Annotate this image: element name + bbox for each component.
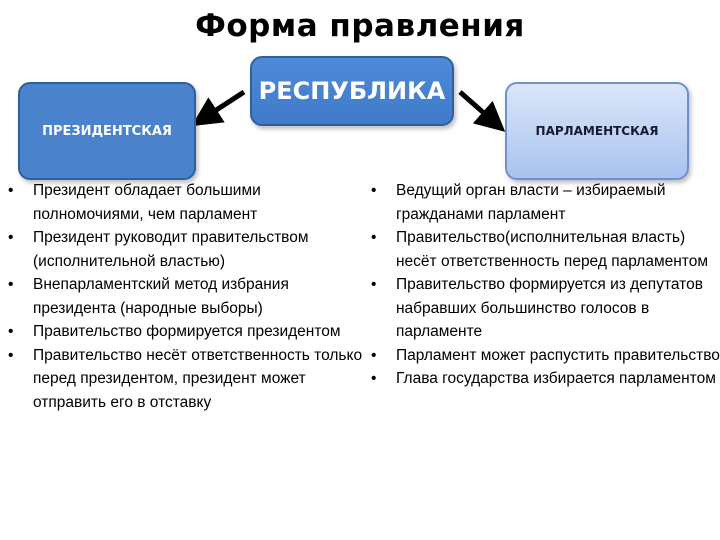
list-item: • Президент обладает большими полномочиями, чем парламент xyxy=(2,179,374,226)
presidential-box: ПРЕЗИДЕНТСКАЯ xyxy=(18,82,196,180)
list-item: • Правительство формируется президентом xyxy=(2,320,374,344)
parliamentary-list xyxy=(365,179,720,391)
list-item: • Правительство несёт ответственность только перед президентом, президент может отправить его в отставку xyxy=(2,344,374,415)
list-item: • Правительство формируется из депутатов набравших большинство голосов в парламенте xyxy=(365,273,720,344)
republic-box: РЕСПУБЛИКА xyxy=(250,56,454,126)
list-item: • Внепарламентский метод избрания президента (народные выборы) xyxy=(2,273,374,320)
list-item: • Глава государства избирается парламентом xyxy=(365,367,720,391)
page-title: Форма правления xyxy=(195,8,525,44)
parliamentary-box: ПАРЛАМЕНТСКАЯ xyxy=(505,82,689,180)
list-item: • Парламент может распустить правительство xyxy=(365,344,720,368)
presidential-list xyxy=(2,179,374,414)
list-item: • Президент руководит правительством (исполнительной властью) xyxy=(2,226,374,273)
arrow-right xyxy=(460,92,494,122)
list-item: • Ведущий орган власти – избираемый гражданами парламент xyxy=(365,179,720,226)
arrow-left xyxy=(204,92,244,118)
list-item: • Правительство(исполнительная власть) несёт ответственность перед парламентом xyxy=(365,226,720,273)
